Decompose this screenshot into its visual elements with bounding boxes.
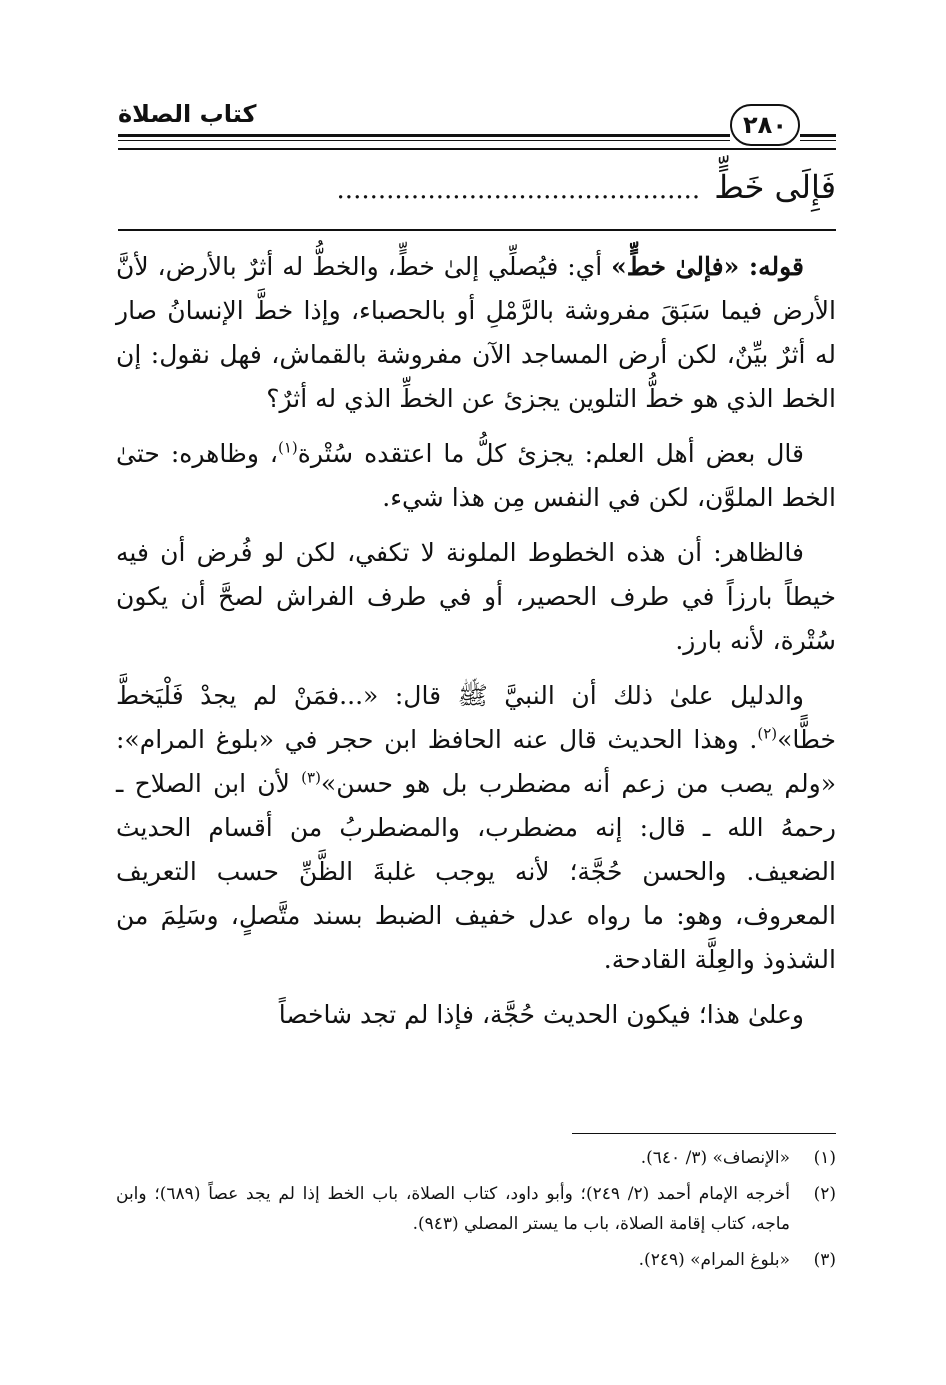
footnotes — [116, 1143, 836, 1281]
footnote-number: (١) — [813, 1148, 836, 1168]
paragraph-text: فالظاهر: أن هذه الخطوط الملونة لا تكفي، لكن لو فُرض أن فيه خيطاً بارزاً في طرف الحصير، أو في طرف الفراش لصحَّ أن يكون سُتْرة، لأنه بارز. — [116, 538, 836, 655]
footnote-text: «بلوغ المرام» (٢٤٩). — [638, 1250, 790, 1270]
footnote-separator — [572, 1133, 836, 1134]
footnote-item — [116, 1143, 836, 1173]
footnote-ref-2[interactable]: (٢) — [757, 724, 778, 743]
paragraph-4 — [116, 674, 836, 982]
paragraph-text: ، وظاهره: حتىٰ الخط الملوَّن، لكن في النفس مِن هذا شيء. — [116, 439, 836, 512]
matn-line — [118, 165, 836, 212]
paragraph-text: أي: فيُصلِّي إلىٰ خطٍّ، والخطُّ له أثرٌ بالأرض، لأنَّ الأرض فيما سَبَقَ مفروشة بالرَّمْلِ أو بالحصباء، وإذا خطَّ الإنسانُ صار له أثرٌ بيِّنٌ، لكن أرض المساجد الآن مفروشة بالقماش، فهل نقول: إن الخط الذي هو خطُّ التلوين يجزئ عن الخطِّ الذي له أثرٌ؟ — [116, 252, 836, 413]
matn-text: فَإِلَى خَطٍّ — [714, 168, 836, 206]
paragraph-text: لأن ابن الصلاح ـ رحمهُ الله ـ قال: إنه مضطرب، والمضطربُ من أقسام الحديث الضعيف. والحسن حُجَّة؛ لأنه يوجب غلبةَ الظَّنِّ حسب التعريف المعروف، وهو: ما رواه عدل خفيف الضبط بسند متَّصلٍ، وسَلِمَ من الشذوذ والعِلَّة القادحة. — [116, 769, 836, 974]
paragraph-5 — [116, 993, 836, 1037]
paragraph-text: والدليل علىٰ ذلك أن النبيَّ ﷺ قال: «...فمَنْ لم يجدْ فَلْيَخطَّ خطًّا» — [116, 681, 836, 754]
footnote-ref-1[interactable]: (١) — [277, 438, 298, 457]
body-text — [116, 245, 836, 1048]
paragraph-1 — [116, 245, 836, 421]
footnote-text: «الإنصاف» (٣/ ٦٤٠). — [640, 1148, 790, 1168]
footnote-number: (٢) — [813, 1184, 836, 1204]
page-header — [118, 98, 836, 158]
paragraph-2 — [116, 432, 836, 520]
paragraph-text: وعلىٰ هذا؛ فيكون الحديث حُجَّة، فإذا لم تجد شاخصاً — [278, 1000, 804, 1029]
footnote-item — [116, 1245, 836, 1275]
footnote-ref-3[interactable]: (٣) — [301, 768, 321, 787]
paragraph-3 — [116, 531, 836, 663]
footnote-item — [116, 1179, 836, 1239]
matn-rule — [118, 229, 836, 231]
matn-dots: ............................................ — [336, 175, 701, 205]
paragraph-lead: قوله: «فإلىٰ خطٍّ» — [611, 252, 804, 281]
header-rule-left — [118, 134, 730, 141]
footnote-number: (٣) — [813, 1250, 836, 1270]
page-number: ٢٨٠ — [730, 104, 800, 146]
footnote-text: أخرجه الإمام أحمد (٢/ ٢٤٩)؛ وأبو داود، كتاب الصلاة، باب الخط إذا لم يجد عصاً (٦٨٩)؛ وابن ماجه، كتاب إقامة الصلاة، باب ما يستر المصلي (٩٤٣). — [116, 1184, 791, 1234]
header-rule — [118, 148, 836, 150]
book-title: كتاب الصلاة — [118, 100, 257, 128]
paragraph-text: . وهذا الحديث قال عنه الحافظ ابن حجر في «بلوغ المرام»: «ولم يصب من زعم أنه مضطرب بل هو حسن» — [116, 725, 836, 798]
paragraph-text: قال بعض أهل العلم: يجزئ كلُّ ما اعتقده سُتْرة — [297, 439, 804, 468]
header-rule-right — [800, 134, 836, 141]
